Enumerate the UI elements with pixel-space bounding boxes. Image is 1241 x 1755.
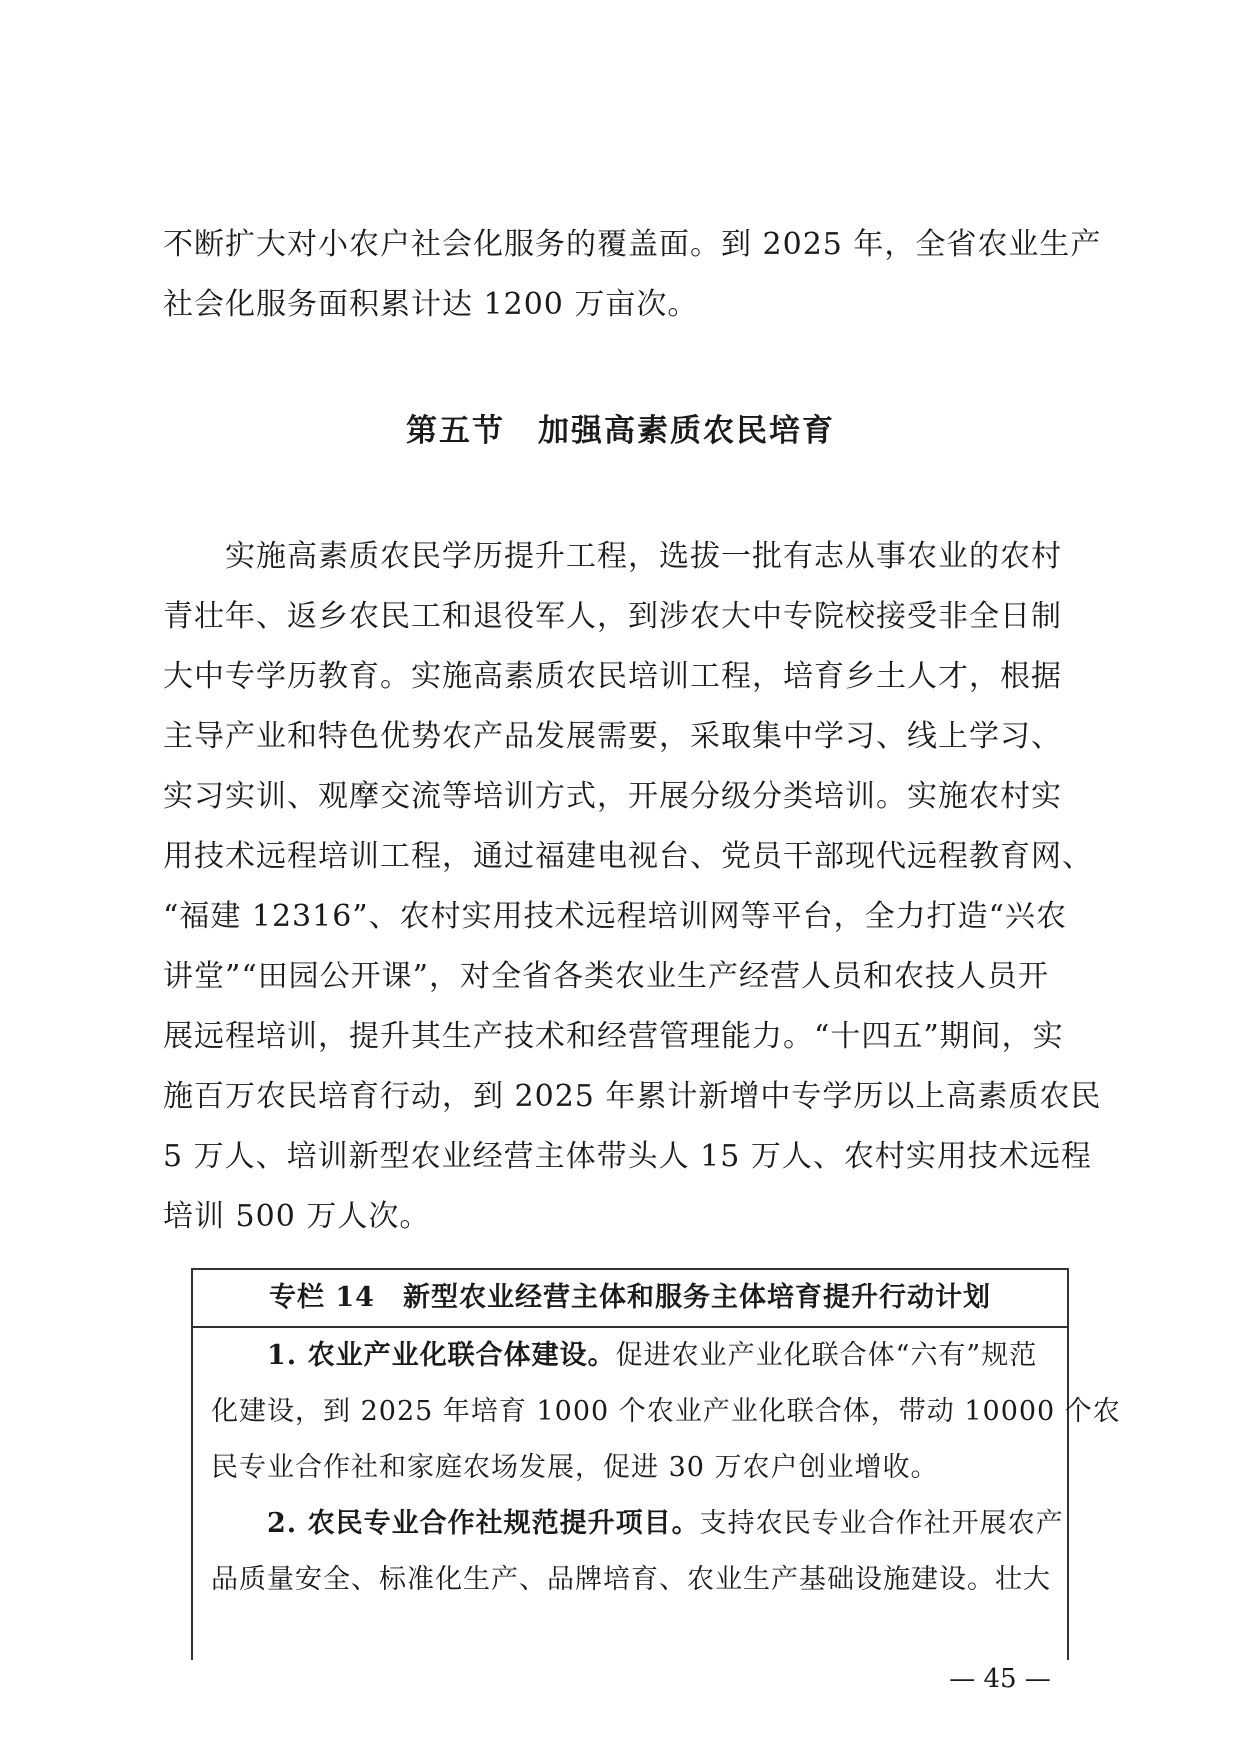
page-number: — 45 — — [949, 1664, 1051, 1694]
text-line: 讲堂”“田园公开课”，对全省各类农业生产经营人员和农技人员开 — [163, 959, 1050, 994]
text-line: 用技术远程培训工程，通过福建电视台、党员干部现代远程教育网、 — [163, 839, 1093, 874]
text-line: 5 万人、培训新型农业经营主体带头人 15 万人、农村实用技术远程 — [163, 1139, 1092, 1174]
text-line: “福建 12316”、农村实用技术远程培训网等平台，全力打造“兴农 — [163, 899, 1067, 934]
box-item-1-text: 促进农业产业化联合体“六有”规范 — [615, 1340, 1038, 1371]
text-line: 施百万农民培育行动，到 2025 年累计新增中专学历以上高素质农民 — [163, 1079, 1102, 1114]
box-item-2-text: 支持农民专业合作社开展农产 — [699, 1508, 1064, 1539]
box-item-1-line: 民专业合作社和家庭农场发展，促进 30 万农户创业增收。 — [211, 1452, 939, 1483]
text-line: 展远程培训，提升其生产技术和经营管理能力。“十四五”期间，实 — [163, 1019, 1064, 1054]
text-line: 青壮年、返乡农民工和退役军人，到涉农大中专院校接受非全日制 — [163, 599, 1062, 634]
column-box — [191, 1268, 1121, 1660]
text-line: 不断扩大对小农户社会化服务的覆盖面。到 2025 年，全省农业生产 — [163, 227, 1102, 262]
box-item-1-line: 化建设，到 2025 年培育 1000 个农业产业化联合体，带动 10000 个农 — [211, 1396, 1121, 1427]
column-box-title: 专栏 14 新型农业经营主体和服务主体培育提升行动计划 — [193, 1270, 1067, 1328]
text-line: 社会化服务面积累计达 1200 万亩次。 — [163, 287, 699, 322]
text-line: 实习实训、观摩交流等培训方式，开展分级分类培训。实施农村实 — [163, 779, 1062, 814]
box-item-1-lead: 1. 农业产业化联合体建设。 — [211, 1340, 616, 1371]
box-item-2-lead: 2. 农民专业合作社规范提升项目。 — [211, 1508, 700, 1539]
paragraph-training — [163, 527, 1102, 1247]
text-line: 大中专学历教育。实施高素质农民培训工程，培育乡土人才，根据 — [163, 659, 1062, 694]
box-item-2-line — [211, 1496, 1064, 1552]
text-line: 主导产业和特色优势农产品发展需要，采取集中学习、线上学习、 — [163, 719, 1062, 754]
text-line: 培训 500 万人次。 — [163, 1199, 431, 1234]
paragraph-continued — [163, 215, 1102, 335]
column-box-body — [193, 1328, 1121, 1608]
text-line: 实施高素质农民学历提升工程，选拔一批有志从事农业的农村 — [163, 539, 1062, 574]
section-heading: 第五节 加强高素质农民培育 — [406, 413, 835, 449]
box-item-1-line — [211, 1328, 1049, 1384]
box-item-2-line: 品质量安全、标准化生产、品牌培育、农业生产基础设施建设。壮大 — [211, 1564, 1051, 1595]
